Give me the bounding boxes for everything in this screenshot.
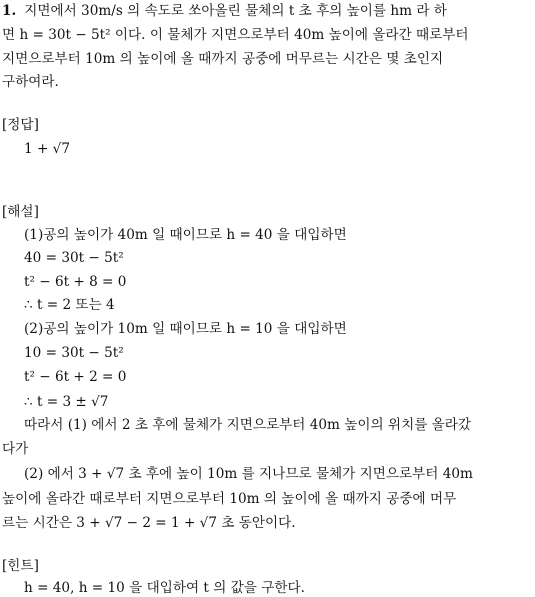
problem-line-4: 구하여라. [2,74,59,90]
problem-number: 1. [2,3,17,19]
explanation-line-9: 따라서 (1) 에서 2 초 후에 물체가 지면으로부터 40m 높이의 위치를 올라갔 [24,417,472,433]
explanation-line-8: ∴ t = 3 ± √7 [24,394,109,410]
explanation-line-3: t² − 6t + 8 = 0 [24,274,127,290]
explanation-line-6: 10 = 30t − 5t² [24,345,124,361]
explanation-line-13: 르는 시간은 3 + √7 − 2 = 1 + √7 초 동안이다. [2,515,296,531]
answer-value: 1 + √7 [24,141,70,157]
problem-line-2: 면 h = 30t − 5t² 이다. 이 물체가 지면으로부터 40m 높이에 올라간 때로부터 [2,27,469,43]
hint-label: [힌트] [2,558,39,574]
explanation-line-1: (1)공의 높이가 40m 일 때이므로 h = 40 을 대입하면 [24,227,347,243]
hint-value: h = 40, h = 10 을 대입하여 t 의 값을 구한다. [24,580,305,596]
problem-line-3: 지면으로부터 10m 의 높이에 올 때까지 공중에 머무르는 시간은 몇 초인지 [2,51,444,67]
explanation-line-11: (2) 에서 3 + √7 초 후에 높이 10m 를 지나므로 물체가 지면으로부터 40m [24,466,473,482]
problem-line-1 [2,2,447,20]
explanation-label: [해설] [2,204,39,220]
explanation-line-12: 높이에 올라간 때로부터 지면으로부터 10m 의 높이에 올 때까지 공중에 머무 [2,491,457,507]
explanation-line-2: 40 = 30t − 5t² [24,250,124,266]
explanation-line-7: t² − 6t + 2 = 0 [24,369,127,385]
problem-text-1: 지면에서 30m/s 의 속도로 쏘아올린 물체의 t 초 후의 높이를 hm 라 하 [24,3,447,19]
explanation-line-4: ∴ t = 2 또는 4 [24,297,115,313]
answer-label: [정답] [2,117,39,133]
explanation-line-10: 다가 [2,441,29,457]
explanation-line-5: (2)공의 높이가 10m 일 때이므로 h = 10 을 대입하면 [24,321,347,337]
